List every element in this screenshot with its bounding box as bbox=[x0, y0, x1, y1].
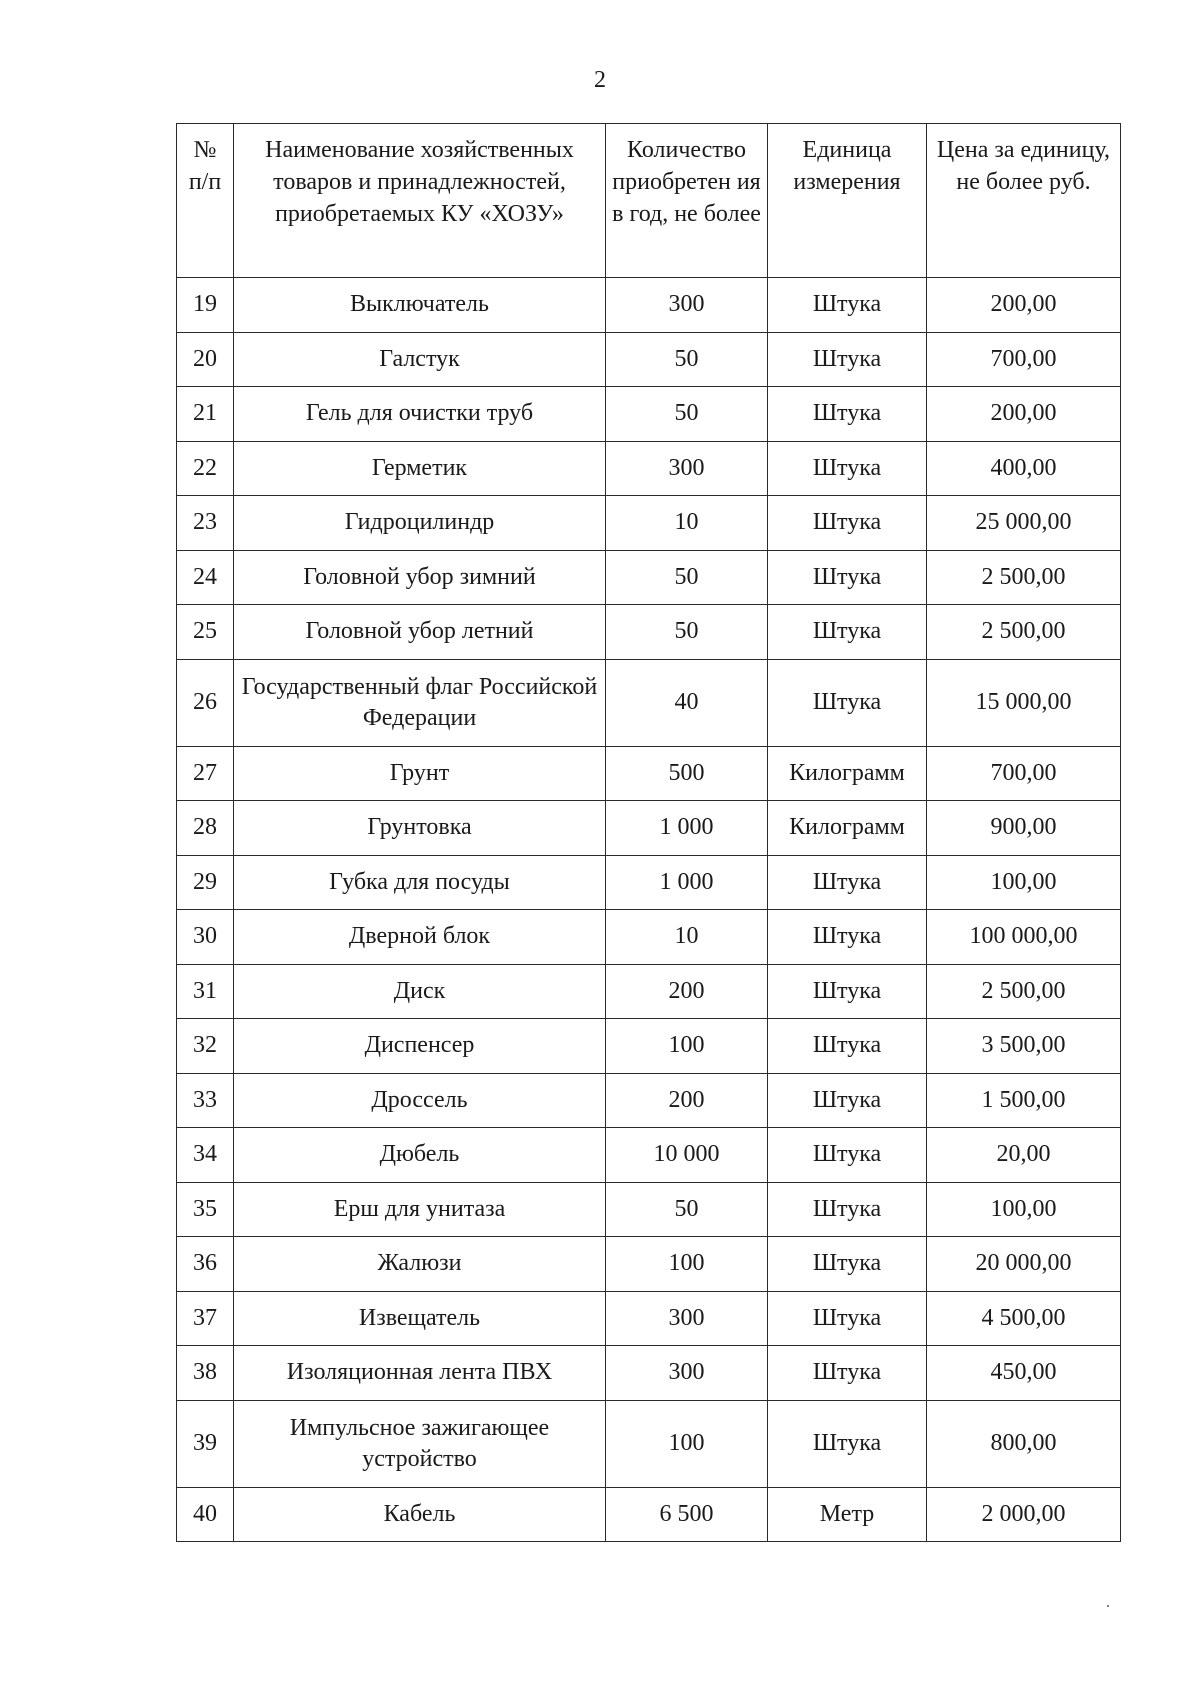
annual-quantity-cell: 10 bbox=[606, 496, 768, 551]
row-number-cell: 22 bbox=[177, 441, 234, 496]
table-row bbox=[177, 550, 1121, 605]
item-name-cell: Извещатель bbox=[234, 1291, 606, 1346]
unit-cell: Штука bbox=[768, 550, 927, 605]
table-row bbox=[177, 801, 1121, 856]
annual-quantity-cell: 100 bbox=[606, 1019, 768, 1074]
row-number-cell: 36 bbox=[177, 1237, 234, 1292]
unit-price-cell: 25 000,00 bbox=[927, 496, 1121, 551]
scan-speck bbox=[1107, 1605, 1109, 1607]
header-unit-price: Цена за единицу, не более руб. bbox=[927, 124, 1121, 278]
item-name-cell: Герметик bbox=[234, 441, 606, 496]
item-name-cell: Губка для посуды bbox=[234, 855, 606, 910]
unit-cell: Штука bbox=[768, 1019, 927, 1074]
unit-price-cell: 100 000,00 bbox=[927, 910, 1121, 965]
unit-price-cell: 2 500,00 bbox=[927, 550, 1121, 605]
table-row bbox=[177, 441, 1121, 496]
row-number-cell: 30 bbox=[177, 910, 234, 965]
table-row bbox=[177, 964, 1121, 1019]
item-name-cell: Головной убор летний bbox=[234, 605, 606, 660]
table-row bbox=[177, 1487, 1121, 1542]
unit-cell: Штука bbox=[768, 278, 927, 333]
item-name-cell: Дроссель bbox=[234, 1073, 606, 1128]
unit-cell: Штука bbox=[768, 1291, 927, 1346]
unit-cell: Штука bbox=[768, 496, 927, 551]
unit-price-cell: 2 500,00 bbox=[927, 605, 1121, 660]
row-number-cell: 32 bbox=[177, 1019, 234, 1074]
table-row bbox=[177, 1073, 1121, 1128]
annual-quantity-cell: 1 000 bbox=[606, 855, 768, 910]
unit-cell: Штука bbox=[768, 1400, 927, 1487]
annual-quantity-cell: 100 bbox=[606, 1400, 768, 1487]
row-number-cell: 28 bbox=[177, 801, 234, 856]
row-number-cell: 25 bbox=[177, 605, 234, 660]
table-row bbox=[177, 746, 1121, 801]
annual-quantity-cell: 200 bbox=[606, 1073, 768, 1128]
item-name-cell: Диск bbox=[234, 964, 606, 1019]
annual-quantity-cell: 10 000 bbox=[606, 1128, 768, 1183]
unit-cell: Штука bbox=[768, 855, 927, 910]
table-header-row bbox=[177, 124, 1121, 278]
item-name-cell: Гель для очистки труб bbox=[234, 387, 606, 442]
item-name-cell: Головной убор зимний bbox=[234, 550, 606, 605]
row-number-cell: 31 bbox=[177, 964, 234, 1019]
annual-quantity-cell: 200 bbox=[606, 964, 768, 1019]
unit-cell: Штука bbox=[768, 441, 927, 496]
header-unit: Единица измерения bbox=[768, 124, 927, 278]
table-row bbox=[177, 1128, 1121, 1183]
item-name-cell: Галстук bbox=[234, 332, 606, 387]
unit-price-cell: 2 500,00 bbox=[927, 964, 1121, 1019]
table-row bbox=[177, 659, 1121, 746]
unit-price-cell: 4 500,00 bbox=[927, 1291, 1121, 1346]
item-name-cell: Гидроцилиндр bbox=[234, 496, 606, 551]
header-item-name: Наименование хозяйственных товаров и принадлежностей, приобретаемых КУ «ХОЗУ» bbox=[234, 124, 606, 278]
row-number-cell: 38 bbox=[177, 1346, 234, 1401]
unit-cell: Килограмм bbox=[768, 801, 927, 856]
item-name-cell: Жалюзи bbox=[234, 1237, 606, 1292]
table-row bbox=[177, 1019, 1121, 1074]
unit-cell: Штука bbox=[768, 659, 927, 746]
supply-table bbox=[176, 123, 1121, 1542]
annual-quantity-cell: 50 bbox=[606, 332, 768, 387]
table-row bbox=[177, 332, 1121, 387]
annual-quantity-cell: 500 bbox=[606, 746, 768, 801]
header-number: № п/п bbox=[177, 124, 234, 278]
unit-cell: Штука bbox=[768, 1073, 927, 1128]
table-row bbox=[177, 1291, 1121, 1346]
table-header bbox=[177, 124, 1121, 278]
row-number-cell: 19 bbox=[177, 278, 234, 333]
item-name-cell: Ерш для унитаза bbox=[234, 1182, 606, 1237]
annual-quantity-cell: 300 bbox=[606, 1346, 768, 1401]
table-row bbox=[177, 910, 1121, 965]
row-number-cell: 33 bbox=[177, 1073, 234, 1128]
annual-quantity-cell: 50 bbox=[606, 605, 768, 660]
table-row bbox=[177, 387, 1121, 442]
unit-price-cell: 450,00 bbox=[927, 1346, 1121, 1401]
row-number-cell: 24 bbox=[177, 550, 234, 605]
unit-cell: Штука bbox=[768, 1128, 927, 1183]
table-row bbox=[177, 605, 1121, 660]
unit-cell: Штука bbox=[768, 1182, 927, 1237]
header-annual-quantity: Количество приобретен ия в год, не более bbox=[606, 124, 768, 278]
table-row bbox=[177, 855, 1121, 910]
row-number-cell: 35 bbox=[177, 1182, 234, 1237]
annual-quantity-cell: 100 bbox=[606, 1237, 768, 1292]
unit-price-cell: 100,00 bbox=[927, 1182, 1121, 1237]
table-row bbox=[177, 1400, 1121, 1487]
row-number-cell: 20 bbox=[177, 332, 234, 387]
page-number: 2 bbox=[594, 67, 606, 93]
unit-price-cell: 1 500,00 bbox=[927, 1073, 1121, 1128]
annual-quantity-cell: 1 000 bbox=[606, 801, 768, 856]
annual-quantity-cell: 300 bbox=[606, 441, 768, 496]
item-name-cell: Государственный флаг Российской Федерации bbox=[234, 659, 606, 746]
item-name-cell: Диспенсер bbox=[234, 1019, 606, 1074]
table-row bbox=[177, 1182, 1121, 1237]
unit-cell: Штука bbox=[768, 1237, 927, 1292]
unit-price-cell: 100,00 bbox=[927, 855, 1121, 910]
annual-quantity-cell: 50 bbox=[606, 550, 768, 605]
item-name-cell: Выключатель bbox=[234, 278, 606, 333]
table-row bbox=[177, 1346, 1121, 1401]
table-row bbox=[177, 496, 1121, 551]
annual-quantity-cell: 10 bbox=[606, 910, 768, 965]
unit-cell: Штука bbox=[768, 910, 927, 965]
unit-price-cell: 20 000,00 bbox=[927, 1237, 1121, 1292]
row-number-cell: 39 bbox=[177, 1400, 234, 1487]
unit-price-cell: 700,00 bbox=[927, 746, 1121, 801]
annual-quantity-cell: 40 bbox=[606, 659, 768, 746]
item-name-cell: Грунтовка bbox=[234, 801, 606, 856]
annual-quantity-cell: 300 bbox=[606, 1291, 768, 1346]
table-row bbox=[177, 1237, 1121, 1292]
unit-price-cell: 15 000,00 bbox=[927, 659, 1121, 746]
annual-quantity-cell: 50 bbox=[606, 1182, 768, 1237]
unit-price-cell: 700,00 bbox=[927, 332, 1121, 387]
unit-cell: Штука bbox=[768, 332, 927, 387]
annual-quantity-cell: 6 500 bbox=[606, 1487, 768, 1542]
unit-cell: Штука bbox=[768, 605, 927, 660]
unit-cell: Метр bbox=[768, 1487, 927, 1542]
item-name-cell: Импульсное зажигающее устройство bbox=[234, 1400, 606, 1487]
unit-cell: Штука bbox=[768, 964, 927, 1019]
unit-price-cell: 2 000,00 bbox=[927, 1487, 1121, 1542]
unit-cell: Килограмм bbox=[768, 746, 927, 801]
item-name-cell: Изоляционная лента ПВХ bbox=[234, 1346, 606, 1401]
annual-quantity-cell: 50 bbox=[606, 387, 768, 442]
row-number-cell: 37 bbox=[177, 1291, 234, 1346]
row-number-cell: 40 bbox=[177, 1487, 234, 1542]
row-number-cell: 21 bbox=[177, 387, 234, 442]
item-name-cell: Грунт bbox=[234, 746, 606, 801]
unit-price-cell: 200,00 bbox=[927, 387, 1121, 442]
unit-price-cell: 800,00 bbox=[927, 1400, 1121, 1487]
table-body bbox=[177, 278, 1121, 1542]
unit-price-cell: 900,00 bbox=[927, 801, 1121, 856]
item-name-cell: Кабель bbox=[234, 1487, 606, 1542]
unit-price-cell: 20,00 bbox=[927, 1128, 1121, 1183]
row-number-cell: 34 bbox=[177, 1128, 234, 1183]
item-name-cell: Дверной блок bbox=[234, 910, 606, 965]
unit-cell: Штука bbox=[768, 387, 927, 442]
table-row bbox=[177, 278, 1121, 333]
unit-cell: Штука bbox=[768, 1346, 927, 1401]
annual-quantity-cell: 300 bbox=[606, 278, 768, 333]
row-number-cell: 23 bbox=[177, 496, 234, 551]
item-name-cell: Дюбель bbox=[234, 1128, 606, 1183]
row-number-cell: 27 bbox=[177, 746, 234, 801]
unit-price-cell: 3 500,00 bbox=[927, 1019, 1121, 1074]
unit-price-cell: 400,00 bbox=[927, 441, 1121, 496]
row-number-cell: 26 bbox=[177, 659, 234, 746]
unit-price-cell: 200,00 bbox=[927, 278, 1121, 333]
row-number-cell: 29 bbox=[177, 855, 234, 910]
